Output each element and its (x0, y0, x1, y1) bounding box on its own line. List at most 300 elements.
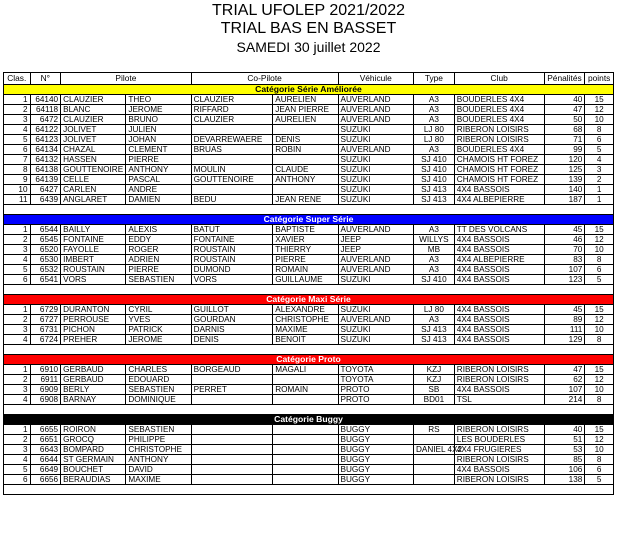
cell-club: 4X4 BASSOIS (454, 275, 544, 285)
cell-points: 12 (585, 315, 614, 325)
cell-number: 6651 (30, 435, 61, 445)
cell-copilote-nom: ROUSTAIN (191, 245, 273, 255)
table-row (4, 125, 614, 135)
cell-copilote-nom: DARNIS (191, 325, 273, 335)
cell-points: 3 (585, 165, 614, 175)
table-row (4, 395, 614, 405)
cell-rank: 1 (4, 225, 31, 235)
cell-number: 6427 (30, 185, 61, 195)
cell-points: 5 (585, 275, 614, 285)
cell-type (414, 435, 455, 445)
table-row (4, 435, 614, 445)
cell-vehicule: AUVERLAND (338, 255, 413, 265)
cell-rank: 4 (4, 455, 31, 465)
cell-rank: 10 (4, 185, 31, 195)
cell-pilote-nom: VORS (61, 275, 126, 285)
spacer-cell (4, 285, 614, 295)
table-row (4, 335, 614, 345)
cell-copilote-prenom (273, 445, 338, 455)
cell-points: 8 (585, 395, 614, 405)
cell-copilote-nom: MOULIN (191, 165, 273, 175)
cell-vehicule: BUGGY (338, 475, 413, 485)
cell-penalites: 50 (544, 115, 585, 125)
cell-rank: 5 (4, 265, 31, 275)
cell-pilote-nom: CELLE (61, 175, 126, 185)
cell-copilote-nom: VORS (191, 275, 273, 285)
cell-points: 5 (585, 475, 614, 485)
cell-copilote-prenom: AURELIEN (273, 95, 338, 105)
cell-number: 6727 (30, 315, 61, 325)
cell-pilote-prenom: JEROME (126, 335, 191, 345)
cell-type: SJ 410 (414, 155, 455, 165)
cell-penalites: 99 (544, 145, 585, 155)
cell-points: 12 (585, 435, 614, 445)
cell-copilote-prenom (273, 155, 338, 165)
cell-type: SJ 413 (414, 185, 455, 195)
cell-vehicule: SUZUKI (338, 175, 413, 185)
cell-number: 64138 (30, 165, 61, 175)
category-title: Catégorie Super Série (4, 215, 614, 225)
cell-club: CHAMOIS HT FOREZ (454, 155, 544, 165)
table-row (4, 235, 614, 245)
cell-rank: 2 (4, 235, 31, 245)
cell-club: BOUDERLES 4X4 (454, 95, 544, 105)
cell-type (414, 465, 455, 475)
cell-pilote-prenom: ANTHONY (126, 455, 191, 465)
cell-vehicule: BUGGY (338, 435, 413, 445)
cell-points: 6 (585, 265, 614, 275)
table-row (4, 95, 614, 105)
cell-pilote-prenom: MAXIME (126, 475, 191, 485)
cell-points: 1 (585, 195, 614, 205)
cell-penalites: 71 (544, 135, 585, 145)
cell-club: CHAMOIS HT FOREZ (454, 175, 544, 185)
cell-pilote-prenom: YVES (126, 315, 191, 325)
cell-pilote-nom: GROCQ (61, 435, 126, 445)
cell-copilote-prenom: CLAUDE (273, 165, 338, 175)
cell-vehicule: PROTO (338, 385, 413, 395)
cell-type: RS (414, 425, 455, 435)
cell-pilote-nom: BERLY (61, 385, 126, 395)
cell-type: A3 (414, 315, 455, 325)
cell-points: 15 (585, 225, 614, 235)
cell-copilote-prenom (273, 435, 338, 445)
cell-type: SJ 410 (414, 175, 455, 185)
cell-rank: 3 (4, 385, 31, 395)
cell-pilote-nom: CLAUZIER (61, 115, 126, 125)
cell-pilote-nom: BLANC (61, 105, 126, 115)
cell-pilote-nom: PICHON (61, 325, 126, 335)
cell-pilote-nom: BOUCHET (61, 465, 126, 475)
cell-number: 6532 (30, 265, 61, 275)
cell-penalites: 53 (544, 445, 585, 455)
table-row (4, 465, 614, 475)
cell-rank: 6 (4, 275, 31, 285)
cell-copilote-prenom: CHRISTOPHE (273, 315, 338, 325)
cell-club: 4X4 BASSOIS (454, 305, 544, 315)
cell-number: 6520 (30, 245, 61, 255)
cell-type (414, 475, 455, 485)
cell-copilote-nom (191, 395, 273, 405)
cell-vehicule: SUZUKI (338, 195, 413, 205)
cell-copilote-nom (191, 435, 273, 445)
cell-copilote-nom: DEVARREWAERE (191, 135, 273, 145)
cell-vehicule: BUGGY (338, 455, 413, 465)
cell-club: CHAMOIS HT FOREZ (454, 165, 544, 175)
cell-vehicule: JEEP (338, 245, 413, 255)
cell-copilote-prenom: THIERRY (273, 245, 338, 255)
cell-club: 4X4 BASSOIS (454, 235, 544, 245)
cell-club: BOUDERLES 4X4 (454, 115, 544, 125)
cell-pilote-prenom: JOHAN (126, 135, 191, 145)
cell-vehicule: PROTO (338, 395, 413, 405)
cell-club: RIBERON LOISIRS (454, 475, 544, 485)
cell-points: 12 (585, 235, 614, 245)
title-line-3: SAMEDI 30 juillet 2022 (236, 39, 381, 55)
cell-pilote-nom: DURANTON (61, 305, 126, 315)
cell-club: RIBERON LOISIRS (454, 375, 544, 385)
table-row (4, 225, 614, 235)
cell-pilote-prenom: JULIEN (126, 125, 191, 135)
cell-pilote-nom: CARLEN (61, 185, 126, 195)
cell-copilote-nom: CLAUZIER (191, 115, 273, 125)
cell-copilote-nom: ROUSTAIN (191, 255, 273, 265)
title-line-1: TRIAL UFOLEP 2021/2022 (212, 2, 405, 19)
cell-number: 6908 (30, 395, 61, 405)
cell-pilote-prenom: BRUNO (126, 115, 191, 125)
cell-club: 4X4 BASSOIS (454, 465, 544, 475)
cell-penalites: 68 (544, 125, 585, 135)
section-spacer (4, 345, 614, 355)
cell-rank: 1 (4, 305, 31, 315)
table-row (4, 315, 614, 325)
cell-copilote-nom: GOURDAN (191, 315, 273, 325)
cell-type: A3 (414, 105, 455, 115)
cell-points: 6 (585, 465, 614, 475)
table-row (4, 445, 614, 455)
cell-type: LJ 80 (414, 125, 455, 135)
cell-type: KZJ (414, 365, 455, 375)
cell-number: 64140 (30, 95, 61, 105)
cell-pilote-nom: ROIRON (61, 425, 126, 435)
cell-penalites: 85 (544, 455, 585, 465)
cell-number: 6439 (30, 195, 61, 205)
cell-club: 4X4 BASSOIS (454, 385, 544, 395)
cell-vehicule: AUVERLAND (338, 145, 413, 155)
cell-number: 6909 (30, 385, 61, 395)
table-row (4, 245, 614, 255)
cell-vehicule: AUVERLAND (338, 315, 413, 325)
cell-number: 6644 (30, 455, 61, 465)
cell-number: 6545 (30, 235, 61, 245)
cell-pilote-prenom: PATRICK (126, 325, 191, 335)
cell-copilote-prenom: BENOIT (273, 335, 338, 345)
cell-penalites: 187 (544, 195, 585, 205)
cell-points: 10 (585, 115, 614, 125)
cell-club: RIBERON LOISIRS (454, 455, 544, 465)
cell-copilote-prenom (273, 425, 338, 435)
cell-pilote-nom: JOLIVET (61, 125, 126, 135)
header-copilote: Co-Pilote (191, 73, 338, 85)
cell-copilote-nom: BEDU (191, 195, 273, 205)
cell-pilote-nom: GERBAUD (61, 375, 126, 385)
cell-rank: 2 (4, 435, 31, 445)
cell-number: 64123 (30, 135, 61, 145)
cell-pilote-nom: PERROUSE (61, 315, 126, 325)
cell-copilote-prenom: JEAN RENE (273, 195, 338, 205)
header-club: Club (454, 73, 544, 85)
cell-number: 6530 (30, 255, 61, 265)
cell-club: TSL (454, 395, 544, 405)
cell-pilote-nom: IMBERT (61, 255, 126, 265)
spacer-cell (4, 405, 614, 415)
cell-copilote-prenom: JEAN PIERRE (273, 105, 338, 115)
cell-type: SJ 410 (414, 275, 455, 285)
cell-copilote-prenom: DENIS (273, 135, 338, 145)
cell-penalites: 83 (544, 255, 585, 265)
cell-type: A3 (414, 95, 455, 105)
cell-number: 6731 (30, 325, 61, 335)
cell-points: 10 (585, 325, 614, 335)
cell-vehicule: SUZUKI (338, 305, 413, 315)
cell-type: WILLYS (414, 235, 455, 245)
cell-penalites: 47 (544, 105, 585, 115)
cell-number: 64134 (30, 145, 61, 155)
table-row (4, 475, 614, 485)
cell-type: SJ 413 (414, 195, 455, 205)
cell-penalites: 140 (544, 185, 585, 195)
cell-pilote-prenom: DAMIEN (126, 195, 191, 205)
cell-copilote-prenom: GUILLAUME (273, 275, 338, 285)
cell-points: 4 (585, 155, 614, 165)
table-row (4, 255, 614, 265)
title-line-2: TRIAL BAS EN BASSET (220, 20, 397, 37)
cell-rank: 3 (4, 115, 31, 125)
cell-club: 4X4 BASSOIS (454, 245, 544, 255)
cell-copilote-nom (191, 155, 273, 165)
cell-vehicule: SUZUKI (338, 275, 413, 285)
document-title (0, 2, 617, 56)
cell-points: 15 (585, 425, 614, 435)
cell-rank: 6 (4, 475, 31, 485)
cell-points: 1 (585, 185, 614, 195)
cell-type: A3 (414, 255, 455, 265)
cell-penalites: 138 (544, 475, 585, 485)
cell-copilote-nom: BRUAS (191, 145, 273, 155)
cell-penalites: 40 (544, 425, 585, 435)
header-vehicule: Véhicule (338, 73, 413, 85)
header-clas: Clas. (4, 73, 31, 85)
cell-penalites: 46 (544, 235, 585, 245)
category-title: Catégorie Proto (4, 355, 614, 365)
table-row (4, 175, 614, 185)
cell-rank: 4 (4, 395, 31, 405)
cell-penalites: 106 (544, 465, 585, 475)
cell-penalites: 47 (544, 365, 585, 375)
cell-copilote-nom: RIFFARD (191, 105, 273, 115)
cell-rank: 3 (4, 445, 31, 455)
cell-type: SJ 410 (414, 165, 455, 175)
cell-rank: 1 (4, 425, 31, 435)
cell-penalites: 129 (544, 335, 585, 345)
cell-number: 6472 (30, 115, 61, 125)
cell-number: 6649 (30, 465, 61, 475)
cell-copilote-prenom: PIERRE (273, 255, 338, 265)
cell-pilote-prenom: ROGER (126, 245, 191, 255)
cell-number: 6655 (30, 425, 61, 435)
cell-rank: 2 (4, 375, 31, 385)
cell-copilote-prenom (273, 185, 338, 195)
cell-copilote-nom (191, 185, 273, 195)
results-table (3, 72, 614, 495)
table-row (4, 145, 614, 155)
cell-points: 10 (585, 385, 614, 395)
cell-pilote-prenom: SEBASTIEN (126, 385, 191, 395)
cell-points: 6 (585, 135, 614, 145)
cell-club: TT DES VOLCANS (454, 225, 544, 235)
cell-penalites: 107 (544, 265, 585, 275)
cell-rank: 1 (4, 95, 31, 105)
header-row (4, 73, 614, 85)
cell-type: A3 (414, 225, 455, 235)
table-row (4, 425, 614, 435)
cell-pilote-prenom: PIERRE (126, 155, 191, 165)
cell-copilote-prenom: MAGALI (273, 365, 338, 375)
cell-pilote-nom: ANGLARET (61, 195, 126, 205)
cell-number: 6656 (30, 475, 61, 485)
cell-copilote-nom: GOUTTENOIRE (191, 175, 273, 185)
cell-penalites: 123 (544, 275, 585, 285)
cell-copilote-prenom (273, 475, 338, 485)
cell-copilote-nom (191, 125, 273, 135)
cell-pilote-prenom: CLEMENT (126, 145, 191, 155)
cell-pilote-nom: BARNAY (61, 395, 126, 405)
cell-club: 4X4 BASSOIS (454, 185, 544, 195)
cell-number: 6910 (30, 365, 61, 375)
cell-copilote-nom (191, 425, 273, 435)
cell-vehicule: AUVERLAND (338, 265, 413, 275)
cell-points: 15 (585, 365, 614, 375)
cell-points: 12 (585, 375, 614, 385)
cell-type: A3 (414, 265, 455, 275)
cell-pilote-prenom: ANTHONY (126, 165, 191, 175)
cell-pilote-prenom: CYRIL (126, 305, 191, 315)
cell-pilote-prenom: CHARLES (126, 365, 191, 375)
cell-vehicule: SUZUKI (338, 125, 413, 135)
cell-copilote-nom: GUILLOT (191, 305, 273, 315)
cell-penalites: 45 (544, 225, 585, 235)
cell-penalites: 45 (544, 305, 585, 315)
cell-copilote-prenom (273, 395, 338, 405)
cell-copilote-prenom: ROMAIN (273, 265, 338, 275)
cell-pilote-nom: CLAUZIER (61, 95, 126, 105)
cell-number: 6643 (30, 445, 61, 455)
cell-vehicule: SUZUKI (338, 335, 413, 345)
cell-copilote-prenom (273, 125, 338, 135)
cell-copilote-nom: DUMOND (191, 265, 273, 275)
cell-pilote-prenom: EDOUARD (126, 375, 191, 385)
cell-vehicule: SUZUKI (338, 325, 413, 335)
cell-rank: 3 (4, 325, 31, 335)
cell-club: BOUDERLES 4X4 (454, 145, 544, 155)
cell-pilote-nom: GOUTTENOIRE (61, 165, 126, 175)
cell-vehicule: BUGGY (338, 425, 413, 435)
cell-points: 15 (585, 95, 614, 105)
cell-copilote-prenom (273, 465, 338, 475)
cell-vehicule: BUGGY (338, 465, 413, 475)
spacer-cell (4, 485, 614, 495)
cell-copilote-prenom (273, 455, 338, 465)
cell-type: BD01 (414, 395, 455, 405)
cell-rank: 3 (4, 245, 31, 255)
cell-pilote-nom: JOLIVET (61, 135, 126, 145)
cell-club: LES BOUDERLES (454, 435, 544, 445)
cell-copilote-nom: DENIS (191, 335, 273, 345)
cell-vehicule: SUZUKI (338, 135, 413, 145)
cell-penalites: 139 (544, 175, 585, 185)
section-spacer (4, 485, 614, 495)
cell-copilote-nom: BATUT (191, 225, 273, 235)
cell-copilote-prenom: AURELIEN (273, 115, 338, 125)
cell-vehicule: TOYOTA (338, 375, 413, 385)
cell-number: 6541 (30, 275, 61, 285)
cell-pilote-nom: FONTAINE (61, 235, 126, 245)
cell-copilote-nom (191, 445, 273, 455)
category-title: Catégorie Buggy (4, 415, 614, 425)
cell-pilote-nom: GERBAUD (61, 365, 126, 375)
cell-copilote-prenom: ANTHONY (273, 175, 338, 185)
cell-rank: 8 (4, 165, 31, 175)
table-row (4, 185, 614, 195)
cell-number: 6544 (30, 225, 61, 235)
cell-penalites: 70 (544, 245, 585, 255)
cell-pilote-nom: PREHER (61, 335, 126, 345)
cell-points: 8 (585, 335, 614, 345)
cell-pilote-nom: FAYOLLE (61, 245, 126, 255)
cell-points: 8 (585, 255, 614, 265)
cell-vehicule: SUZUKI (338, 155, 413, 165)
table-row (4, 165, 614, 175)
section-spacer (4, 205, 614, 215)
cell-pilote-prenom: ADRIEN (126, 255, 191, 265)
cell-type: A3 (414, 115, 455, 125)
cell-pilote-nom: BERAUDIAS (61, 475, 126, 485)
cell-copilote-nom (191, 475, 273, 485)
header-points: points (585, 73, 614, 85)
cell-pilote-nom: ST GERMAIN (61, 455, 126, 465)
cell-rank: 7 (4, 155, 31, 165)
cell-vehicule: AUVERLAND (338, 95, 413, 105)
table-row (4, 325, 614, 335)
cell-copilote-nom: BORGEAUD (191, 365, 273, 375)
cell-pilote-nom: BOMPARD (61, 445, 126, 455)
category-header (4, 295, 614, 305)
cell-penalites: 120 (544, 155, 585, 165)
cell-type: KZJ (414, 375, 455, 385)
section-spacer (4, 405, 614, 415)
cell-penalites: 111 (544, 325, 585, 335)
cell-rank: 2 (4, 315, 31, 325)
cell-club: RIBERON LOISIRS (454, 365, 544, 375)
cell-pilote-prenom: JEROME (126, 105, 191, 115)
category-title: Catégorie Série Améliorée (4, 85, 614, 95)
cell-pilote-prenom: ANDRE (126, 185, 191, 195)
cell-copilote-prenom: BAPTISTE (273, 225, 338, 235)
cell-points: 2 (585, 175, 614, 185)
cell-number: 64118 (30, 105, 61, 115)
cell-pilote-prenom: THEO (126, 95, 191, 105)
cell-number: 64139 (30, 175, 61, 185)
